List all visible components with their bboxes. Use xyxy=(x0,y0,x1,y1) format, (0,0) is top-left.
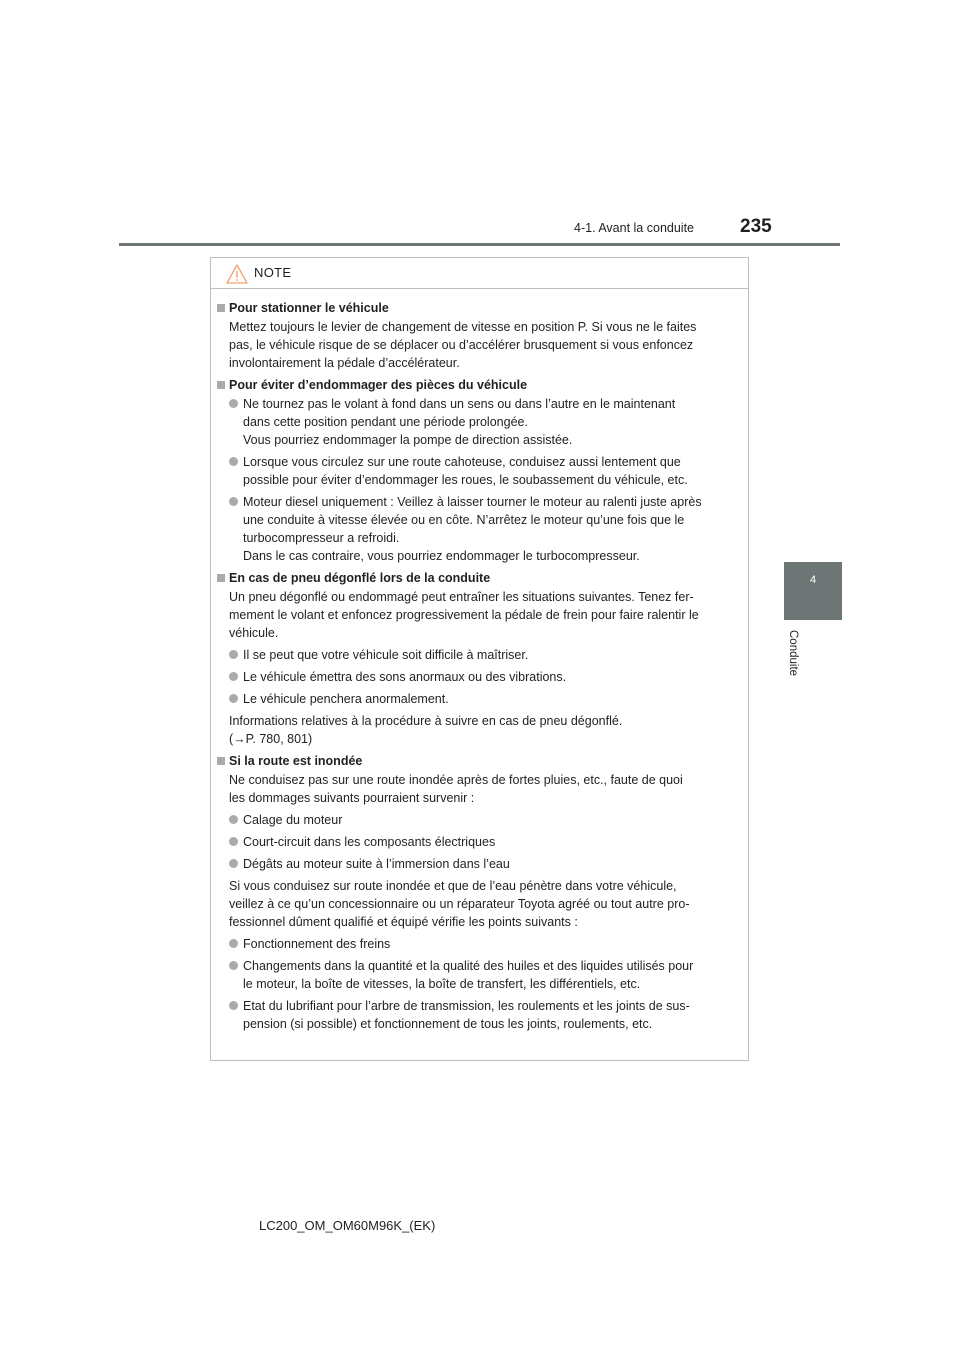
note-section xyxy=(217,299,742,372)
note-section xyxy=(217,752,742,1033)
bullet-item xyxy=(217,690,742,708)
text-line: Etat du lubrifiant pour l’arbre de transmission, les roulements et les joints de sus- xyxy=(243,999,690,1013)
text-line: Ne tournez pas le volant à fond dans un sens ou dans l’autre en le maintenant xyxy=(243,397,676,411)
bullet-item xyxy=(217,855,742,873)
chapter-tab-label: Conduite xyxy=(787,630,799,677)
note-header xyxy=(211,258,748,289)
paragraph xyxy=(217,588,742,642)
section-heading-text: Si la route est inondée xyxy=(229,754,363,768)
section-heading-text: Pour éviter d’endommager des pièces du véhicule xyxy=(229,378,528,392)
text-line: veillez à ce qu’un concessionnaire ou un réparateur Toyota agréé ou tout autre pro- xyxy=(229,897,690,911)
text-line: Ne conduisez pas sur une route inondée après de fortes pluies, etc., faute de quoi xyxy=(229,773,683,787)
bullet-item xyxy=(217,811,742,829)
bullet-item xyxy=(217,646,742,664)
section-heading-text: En cas de pneu dégonflé lors de la conduite xyxy=(229,571,491,585)
text-line: Changements dans la quantité et la qualité des huiles et des liquides utilisés pour xyxy=(243,959,694,973)
text-line: une conduite à vitesse élevée ou en côte. N’arrêtez le moteur qu’une fois que le xyxy=(243,513,685,527)
square-bullet-icon xyxy=(217,757,225,765)
circle-bullet-icon xyxy=(229,961,238,970)
text-line: Lorsque vous circulez sur une route cahoteuse, conduisez aussi lentement que xyxy=(243,455,681,469)
text-line: Mettez toujours le levier de changement de vitesse en position P. Si vous ne le faites xyxy=(229,320,697,334)
paragraph xyxy=(217,877,742,931)
chapter-tab-number: 4 xyxy=(809,574,817,586)
circle-bullet-icon xyxy=(229,497,238,506)
circle-bullet-icon xyxy=(229,650,238,659)
bullet-item xyxy=(217,453,742,489)
text-line: involontairement la pédale d’accélérateur. xyxy=(229,356,460,370)
text-line: possible pour éviter d’endommager les roues, le soubassement du véhicule, etc. xyxy=(243,473,688,487)
text-line: Le véhicule émettra des sons anormaux ou des vibrations. xyxy=(243,670,567,684)
circle-bullet-icon xyxy=(229,694,238,703)
text-line: fessionnel dûment qualifié et équipé vérifie les points suivants : xyxy=(229,915,578,929)
bullet-item xyxy=(217,493,742,565)
text-line: mement le volant et enfoncez progressivement la pédale de frein pour faire ralentir le xyxy=(229,608,699,622)
header-rule xyxy=(119,243,840,246)
text-line: Il se peut que votre véhicule soit difficile à maîtriser. xyxy=(243,648,529,662)
circle-bullet-icon xyxy=(229,672,238,681)
chapter-tab xyxy=(784,562,842,620)
text-line: turbocompresseur a refroidi. xyxy=(243,531,400,545)
note-section xyxy=(217,376,742,565)
bullet-item xyxy=(217,997,742,1033)
paragraph xyxy=(217,771,742,807)
circle-bullet-icon xyxy=(229,859,238,868)
text-line: le moteur, la boîte de vitesses, la boîte de transfert, les différentiels, etc. xyxy=(243,977,641,991)
text-line: Le véhicule penchera anormalement. xyxy=(243,692,449,706)
section-heading-text: Pour stationner le véhicule xyxy=(229,301,389,315)
text-line: (→P. 780, 801) xyxy=(229,732,313,746)
bullet-item xyxy=(217,668,742,686)
header-section-title: 4-1. Avant la conduite xyxy=(574,221,694,235)
text-line: les dommages suivants pourraient survenir : xyxy=(229,791,475,805)
note-body xyxy=(211,289,748,1033)
circle-bullet-icon xyxy=(229,815,238,824)
text-line: Informations relatives à la procédure à suivre en cas de pneu dégonflé. xyxy=(229,714,623,728)
square-bullet-icon xyxy=(217,304,225,312)
section-heading xyxy=(217,299,742,317)
circle-bullet-icon xyxy=(229,399,238,408)
bullet-item xyxy=(217,395,742,449)
note-box xyxy=(210,257,749,1061)
section-heading xyxy=(217,376,742,394)
section-heading xyxy=(217,569,742,587)
warning-icon xyxy=(226,264,248,284)
text-line: Un pneu dégonflé ou endommagé peut entraîner les situations suivantes. Tenez fer- xyxy=(229,590,694,604)
paragraph xyxy=(217,712,742,748)
text-line: dans cette position pendant une période prolongée. xyxy=(243,415,528,429)
circle-bullet-icon xyxy=(229,1001,238,1010)
paragraph xyxy=(217,318,742,372)
text-line: pas, le véhicule risque de se déplacer ou d’accélérer brusquement si vous enfoncez xyxy=(229,338,694,352)
footer-doc-code: LC200_OM_OM60M96K_(EK) xyxy=(259,1218,436,1233)
note-title: NOTE xyxy=(254,265,292,280)
page-number: 235 xyxy=(740,216,772,237)
note-section xyxy=(217,569,742,748)
text-line: pension (si possible) et fonctionnement de tous les joints, roulements, etc. xyxy=(243,1017,653,1031)
square-bullet-icon xyxy=(217,381,225,389)
text-line: Court-circuit dans les composants électriques xyxy=(243,835,496,849)
text-line: Dans le cas contraire, vous pourriez endommager le turbocompresseur. xyxy=(243,549,640,563)
text-line: Fonctionnement des freins xyxy=(243,937,391,951)
text-line: véhicule. xyxy=(229,626,279,640)
circle-bullet-icon xyxy=(229,457,238,466)
square-bullet-icon xyxy=(217,574,225,582)
text-line: Calage du moteur xyxy=(243,813,343,827)
text-line: Moteur diesel uniquement : Veillez à laisser tourner le moteur au ralenti juste après xyxy=(243,495,702,509)
circle-bullet-icon xyxy=(229,837,238,846)
circle-bullet-icon xyxy=(229,939,238,948)
section-heading xyxy=(217,752,742,770)
text-line: Dégâts au moteur suite à l’immersion dans l’eau xyxy=(243,857,510,871)
bullet-item xyxy=(217,833,742,851)
text-line: Vous pourriez endommager la pompe de direction assistée. xyxy=(243,433,573,447)
bullet-item xyxy=(217,935,742,953)
text-line: Si vous conduisez sur route inondée et que de l’eau pénètre dans votre véhicule, xyxy=(229,879,677,893)
bullet-item xyxy=(217,957,742,993)
